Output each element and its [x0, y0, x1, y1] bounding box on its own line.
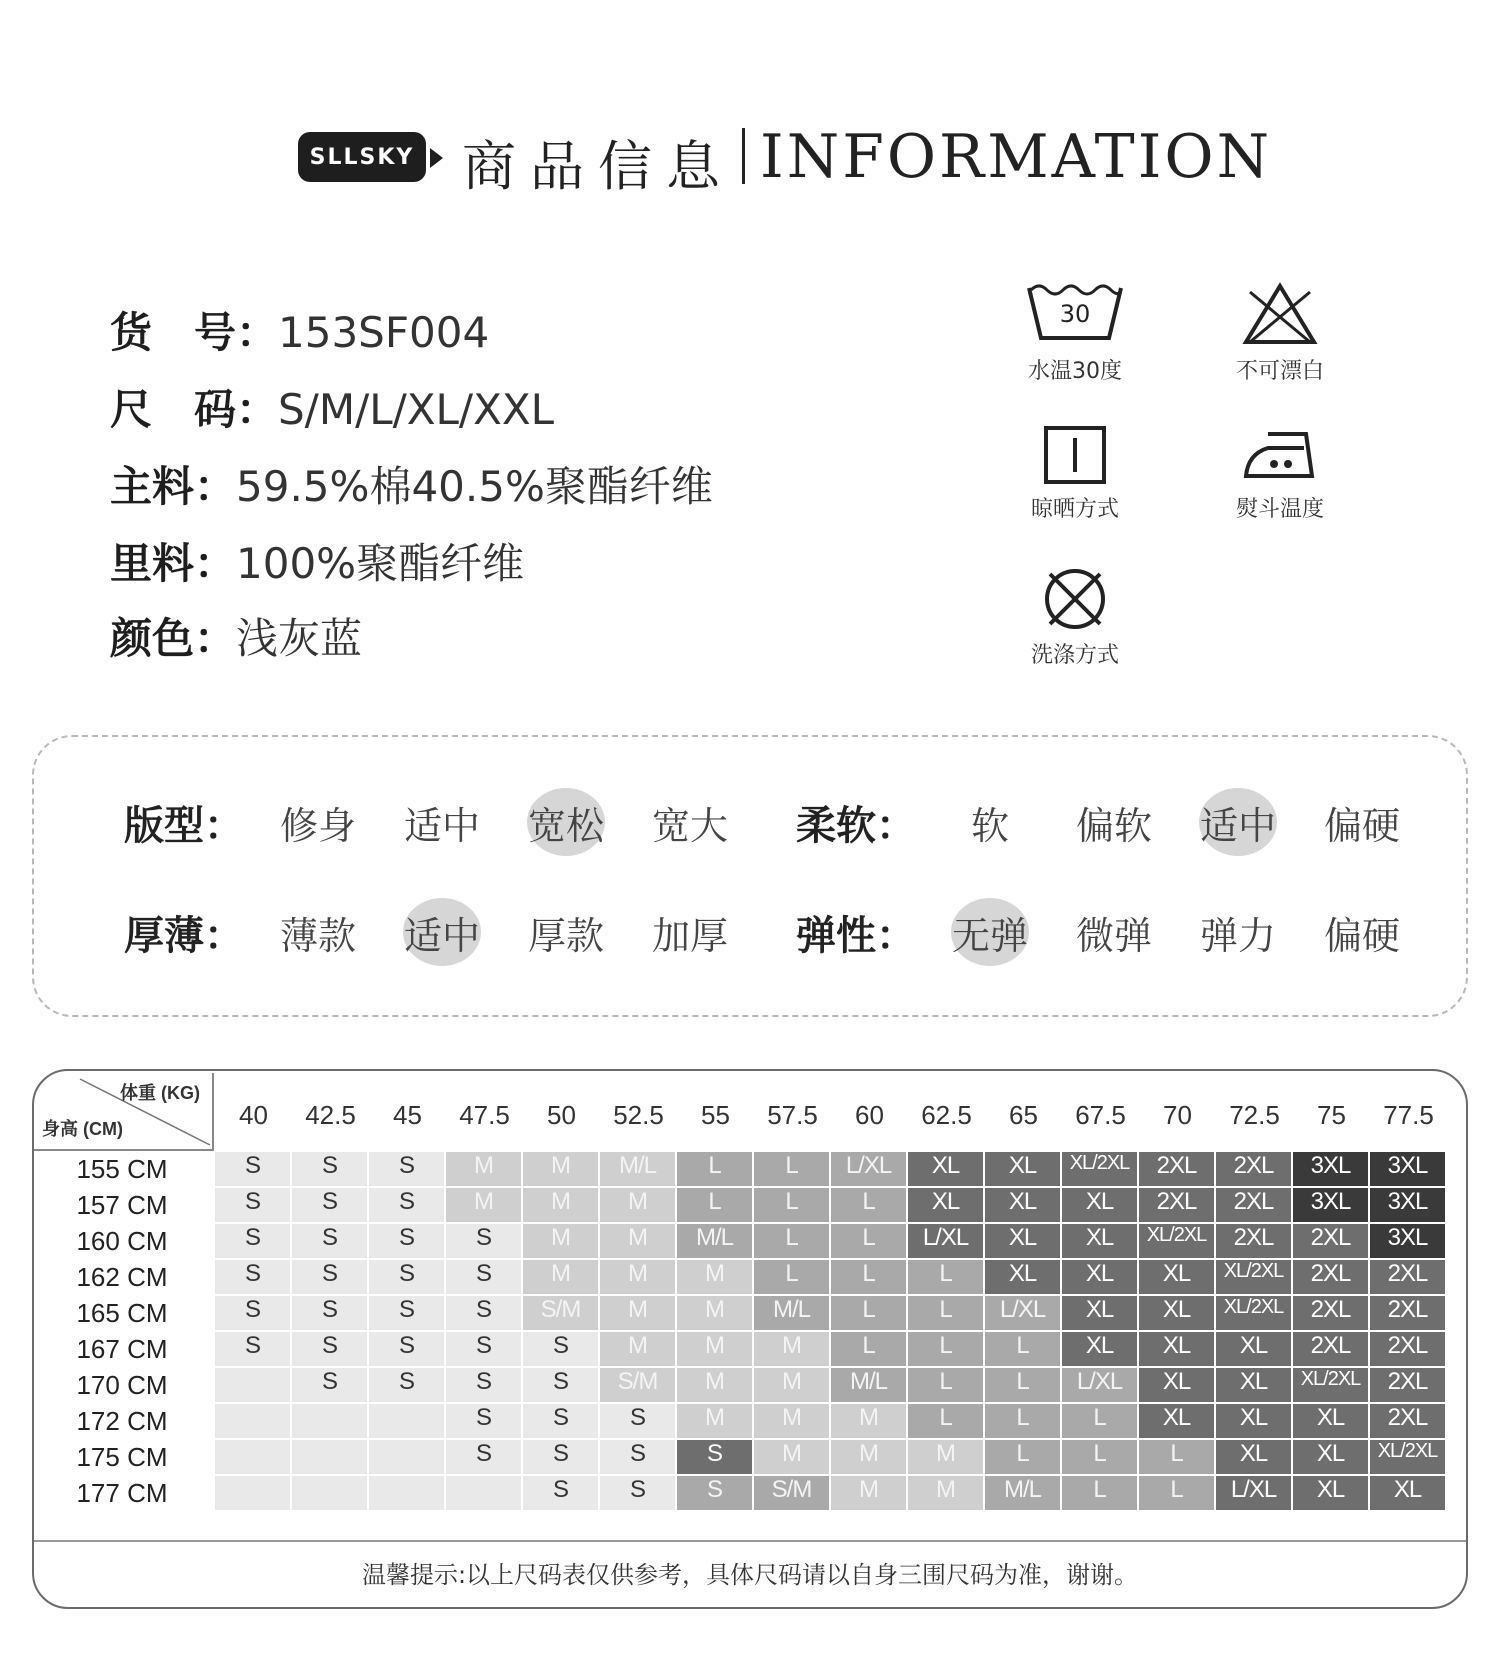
size-cell: S [369, 1332, 444, 1366]
size-cell: M [600, 1188, 675, 1222]
size-cell [292, 1476, 367, 1510]
size-cell: M [677, 1404, 752, 1438]
size-cell [369, 1440, 444, 1474]
attr-option: 偏软 [1075, 803, 1152, 848]
weight-axis-label: 体重 (KG) [119, 1083, 200, 1103]
attr-option: 厚款 [527, 913, 604, 958]
weight-header: 40 [239, 1100, 268, 1130]
size-cell: S [523, 1440, 598, 1474]
size-cell: M [831, 1440, 906, 1474]
size-cell: S/M [600, 1368, 675, 1402]
info-label: 尺 码： [110, 385, 279, 434]
size-cell: XL/2XL [1062, 1152, 1137, 1186]
size-cell: XL [1139, 1296, 1214, 1330]
size-cell: S [446, 1224, 521, 1258]
size-cell: S [446, 1368, 521, 1402]
attr-thickness [124, 902, 752, 962]
attr-option: 偏硬 [1323, 803, 1400, 848]
info-value: 100%聚酯纤维 [236, 539, 525, 588]
height-header: 175 CM [76, 1442, 168, 1472]
size-cell: L/XL [1216, 1476, 1291, 1510]
size-cell: M [831, 1404, 906, 1438]
size-cell: S [292, 1368, 367, 1402]
size-cell: 2XL [1216, 1152, 1291, 1186]
page-header [0, 118, 1500, 198]
header-divider [742, 128, 745, 184]
info-label: 里料： [110, 539, 237, 588]
height-header: 162 CM [76, 1262, 168, 1292]
weight-header: 42.5 [305, 1100, 356, 1130]
attr-option-selected: 适中 [1176, 795, 1300, 850]
info-row-color [110, 606, 362, 666]
size-cell: L [831, 1224, 906, 1258]
size-cell: 2XL [1216, 1188, 1291, 1222]
size-cell: M [677, 1368, 752, 1402]
size-cell: M [754, 1332, 829, 1366]
size-cell: 2XL [1293, 1260, 1368, 1294]
weight-header: 57.5 [767, 1100, 818, 1130]
size-cell: L [1062, 1440, 1137, 1474]
no-dry-clean-icon [1040, 566, 1110, 632]
size-cell: S [292, 1332, 367, 1366]
info-value: 浅灰蓝 [236, 614, 363, 663]
size-cell: L [677, 1152, 752, 1186]
size-cell: S [215, 1224, 290, 1258]
size-cell: L/XL [1062, 1368, 1137, 1402]
size-cell: XL [1139, 1260, 1214, 1294]
size-cell: S [677, 1476, 752, 1510]
size-cell: L [908, 1404, 983, 1438]
size-cell: M [523, 1224, 598, 1258]
wash-30-icon [1025, 282, 1125, 348]
size-cell: 2XL [1216, 1224, 1291, 1258]
size-cell: M [677, 1260, 752, 1294]
size-cell: XL [1139, 1332, 1214, 1366]
no-bleach-icon [1240, 282, 1320, 348]
size-cell: S [523, 1368, 598, 1402]
size-cell: S [523, 1404, 598, 1438]
size-cell: 2XL [1293, 1332, 1368, 1366]
size-cell [292, 1440, 367, 1474]
size-cell: M [446, 1188, 521, 1222]
size-cell: M [523, 1260, 598, 1294]
attr-label: 厚薄： [124, 912, 244, 959]
size-cell: M [754, 1368, 829, 1402]
size-cell: L [1139, 1476, 1214, 1510]
info-value: 153SF004 [278, 308, 490, 357]
attr-option: 宽大 [651, 803, 728, 848]
weight-header: 67.5 [1075, 1100, 1126, 1130]
size-cell: L [1062, 1476, 1137, 1510]
info-label: 主料： [110, 462, 237, 511]
size-cell: M [600, 1332, 675, 1366]
size-cell: L [831, 1296, 906, 1330]
attributes-panel [32, 735, 1468, 1017]
size-cell: M [908, 1476, 983, 1510]
size-cell: XL [1216, 1332, 1291, 1366]
size-cell: M [446, 1152, 521, 1186]
weight-header: 60 [855, 1100, 884, 1130]
care-item-iron [1200, 424, 1360, 523]
size-cell: M [600, 1224, 675, 1258]
size-cell: XL [908, 1152, 983, 1186]
size-cell: XL [1139, 1404, 1214, 1438]
size-cell: S [292, 1260, 367, 1294]
size-cell: S/M [523, 1296, 598, 1330]
size-cell: L [754, 1260, 829, 1294]
size-cell: L [1062, 1404, 1137, 1438]
weight-header: 72.5 [1229, 1100, 1280, 1130]
attr-option: 适中 [403, 803, 480, 848]
size-cell: S [446, 1260, 521, 1294]
size-cell: S [292, 1296, 367, 1330]
size-cell: XL [985, 1188, 1060, 1222]
size-cell: XL [1293, 1404, 1368, 1438]
weight-header: 62.5 [921, 1100, 972, 1130]
care-label: 晾晒方式 [1030, 497, 1119, 522]
size-cell: XL [1216, 1440, 1291, 1474]
size-cell: S [369, 1188, 444, 1222]
size-cell: L [985, 1332, 1060, 1366]
size-cell: M/L [754, 1296, 829, 1330]
attr-option-selected: 宽松 [504, 795, 628, 850]
size-cell: S [600, 1440, 675, 1474]
info-value: 59.5%棉40.5%聚酯纤维 [236, 462, 713, 511]
size-cell: XL/2XL [1293, 1368, 1368, 1402]
size-cell [215, 1440, 290, 1474]
size-cell: L/XL [985, 1296, 1060, 1330]
size-cell: M [754, 1404, 829, 1438]
size-cell: XL [908, 1188, 983, 1222]
size-cell: XL [1293, 1476, 1368, 1510]
height-header: 177 CM [76, 1478, 168, 1508]
size-cell: 2XL [1370, 1296, 1445, 1330]
info-row-main-fabric [110, 454, 713, 514]
height-header: 160 CM [76, 1226, 168, 1256]
size-cell [446, 1476, 521, 1510]
header-title-cn: 商品信息 [462, 135, 734, 198]
size-cell: S [600, 1404, 675, 1438]
care-label: 洗涤方式 [1030, 643, 1119, 668]
attr-option: 偏硬 [1323, 913, 1400, 958]
attr-fit [124, 792, 752, 852]
weight-header: 50 [547, 1100, 576, 1130]
size-cell: XL [1062, 1224, 1137, 1258]
size-cell: S [446, 1404, 521, 1438]
size-cell: 2XL [1370, 1404, 1445, 1438]
size-cell [215, 1368, 290, 1402]
info-row-size [110, 377, 554, 437]
size-cell: L [677, 1188, 752, 1222]
brand-arrow-icon [430, 148, 443, 168]
size-cell: S [523, 1476, 598, 1510]
size-cell: S [215, 1332, 290, 1366]
size-cell: S [292, 1152, 367, 1186]
size-cell: XL [1216, 1404, 1291, 1438]
attr-option: 微弹 [1075, 913, 1152, 958]
info-value: S/M/L/XL/XXL [278, 385, 555, 434]
size-cell: XL [1216, 1368, 1291, 1402]
attr-option: 薄款 [279, 913, 356, 958]
weight-header: 47.5 [459, 1100, 510, 1130]
attr-option: 软 [970, 803, 1009, 848]
size-cell: 3XL [1370, 1224, 1445, 1258]
size-cell: XL [1370, 1476, 1445, 1510]
size-cell: 2XL [1370, 1332, 1445, 1366]
size-cell: S [369, 1152, 444, 1186]
size-cell: L [831, 1332, 906, 1366]
size-cell: L [754, 1224, 829, 1258]
size-cell: S [369, 1296, 444, 1330]
attr-label: 柔软： [796, 802, 916, 849]
size-cell: 3XL [1370, 1152, 1445, 1186]
size-cell: M/L [600, 1152, 675, 1186]
height-header: 155 CM [76, 1154, 168, 1184]
care-item-bleach [1200, 282, 1360, 385]
wash-temp-number: 30 [1059, 300, 1091, 328]
iron-icon [1240, 424, 1320, 486]
size-cell: 3XL [1293, 1188, 1368, 1222]
weight-header: 75 [1317, 1100, 1346, 1130]
size-cell: 2XL [1370, 1368, 1445, 1402]
height-header: 170 CM [76, 1370, 168, 1400]
size-cell: M [754, 1440, 829, 1474]
size-cell: L [985, 1404, 1060, 1438]
info-row-lining [110, 531, 524, 591]
size-cell: XL [1062, 1296, 1137, 1330]
size-cell: M/L [985, 1476, 1060, 1510]
size-cell: M [831, 1476, 906, 1510]
height-axis-label: 身高 (CM) [42, 1119, 123, 1139]
size-cell: XL/2XL [1216, 1296, 1291, 1330]
size-table-corner [34, 1073, 214, 1151]
size-cell: L/XL [908, 1224, 983, 1258]
size-cell: L [831, 1260, 906, 1294]
size-cell: XL [1062, 1188, 1137, 1222]
size-cell: L [831, 1188, 906, 1222]
size-cell [369, 1404, 444, 1438]
weight-header: 77.5 [1383, 1100, 1434, 1130]
size-cell: XL/2XL [1370, 1440, 1445, 1474]
attr-option: 加厚 [651, 913, 728, 958]
size-cell: L [908, 1260, 983, 1294]
attr-option-selected: 无弹 [928, 905, 1052, 960]
size-cell: L [985, 1368, 1060, 1402]
size-cell: M/L [831, 1368, 906, 1402]
size-cell: XL [985, 1260, 1060, 1294]
size-cell: S [446, 1332, 521, 1366]
height-header: 165 CM [76, 1298, 168, 1328]
size-cell: L/XL [831, 1152, 906, 1186]
size-cell: XL/2XL [1216, 1260, 1291, 1294]
size-cell: L [908, 1332, 983, 1366]
care-label: 熨斗温度 [1235, 497, 1324, 522]
height-header: 157 CM [76, 1190, 168, 1220]
weight-header: 55 [701, 1100, 730, 1130]
size-cell [215, 1404, 290, 1438]
size-cell [369, 1476, 444, 1510]
height-header: 172 CM [76, 1406, 168, 1436]
size-cell: S [677, 1440, 752, 1474]
size-cell: S/M [754, 1476, 829, 1510]
size-cell: S [215, 1152, 290, 1186]
size-cell: S [215, 1188, 290, 1222]
brand-logo: SLLSKY [298, 132, 426, 182]
attr-softness [796, 792, 1424, 852]
care-label: 水温30度 [1028, 359, 1122, 384]
size-cell: M [677, 1296, 752, 1330]
care-item-dry [995, 424, 1155, 523]
table-divider [34, 1540, 1466, 1542]
size-cell: M [600, 1296, 675, 1330]
attr-option-selected: 适中 [380, 905, 504, 960]
weight-header: 52.5 [613, 1100, 664, 1130]
attr-elasticity [796, 902, 1424, 962]
info-row-sku [110, 300, 489, 360]
size-cell: XL [1293, 1440, 1368, 1474]
size-cell: S [369, 1224, 444, 1258]
size-cell: S [446, 1440, 521, 1474]
size-cell: 2XL [1139, 1152, 1214, 1186]
size-cell: 3XL [1293, 1152, 1368, 1186]
size-cell [215, 1476, 290, 1510]
care-item-clean [995, 566, 1155, 669]
size-cell: 3XL [1370, 1188, 1445, 1222]
size-cell: L [754, 1188, 829, 1222]
size-cell: M [677, 1332, 752, 1366]
size-cell: S [523, 1332, 598, 1366]
size-cell: XL [985, 1224, 1060, 1258]
size-cell: M [908, 1440, 983, 1474]
size-cell: 2XL [1139, 1188, 1214, 1222]
size-cell: XL [1139, 1368, 1214, 1402]
footnote: 温馨提示:以上尺码表仅供参考，具体尺码请以自身三围尺码为准，谢谢。 [361, 1561, 1139, 1589]
weight-header: 65 [1009, 1100, 1038, 1130]
attr-label: 版型： [124, 802, 244, 849]
size-cell: S [292, 1188, 367, 1222]
hang-dry-icon [1040, 424, 1110, 486]
size-cell: M/L [677, 1224, 752, 1258]
care-item-wash [995, 282, 1155, 385]
size-cell: L [754, 1152, 829, 1186]
attr-label: 弹性： [796, 912, 916, 959]
size-cell: L [908, 1368, 983, 1402]
size-cell: M [523, 1188, 598, 1222]
size-cell: L [908, 1296, 983, 1330]
weight-header: 70 [1163, 1100, 1192, 1130]
attr-option: 修身 [279, 803, 356, 848]
care-label: 不可漂白 [1235, 359, 1324, 384]
size-cell: S [215, 1296, 290, 1330]
size-cell: S [369, 1368, 444, 1402]
size-cell: S [215, 1260, 290, 1294]
size-cell: 2XL [1370, 1260, 1445, 1294]
size-cell: 2XL [1293, 1224, 1368, 1258]
size-cell: M [523, 1152, 598, 1186]
size-cell: XL [985, 1152, 1060, 1186]
attr-option: 弹力 [1199, 913, 1276, 958]
size-cell: XL [1062, 1332, 1137, 1366]
size-cell: S [369, 1260, 444, 1294]
size-cell [292, 1404, 367, 1438]
weight-header: 45 [393, 1100, 422, 1130]
size-cell: S [446, 1296, 521, 1330]
info-label: 颜色： [110, 614, 237, 663]
size-cell: M [600, 1260, 675, 1294]
header-title-en: INFORMATION [760, 122, 1273, 192]
height-header: 167 CM [76, 1334, 168, 1364]
size-cell: L [1139, 1440, 1214, 1474]
size-cell: 2XL [1293, 1296, 1368, 1330]
size-cell: S [600, 1476, 675, 1510]
size-cell: L [985, 1440, 1060, 1474]
info-label: 货 号： [110, 308, 279, 357]
size-cell: S [292, 1224, 367, 1258]
size-cell: XL [1062, 1260, 1137, 1294]
size-cell: XL/2XL [1139, 1224, 1214, 1258]
